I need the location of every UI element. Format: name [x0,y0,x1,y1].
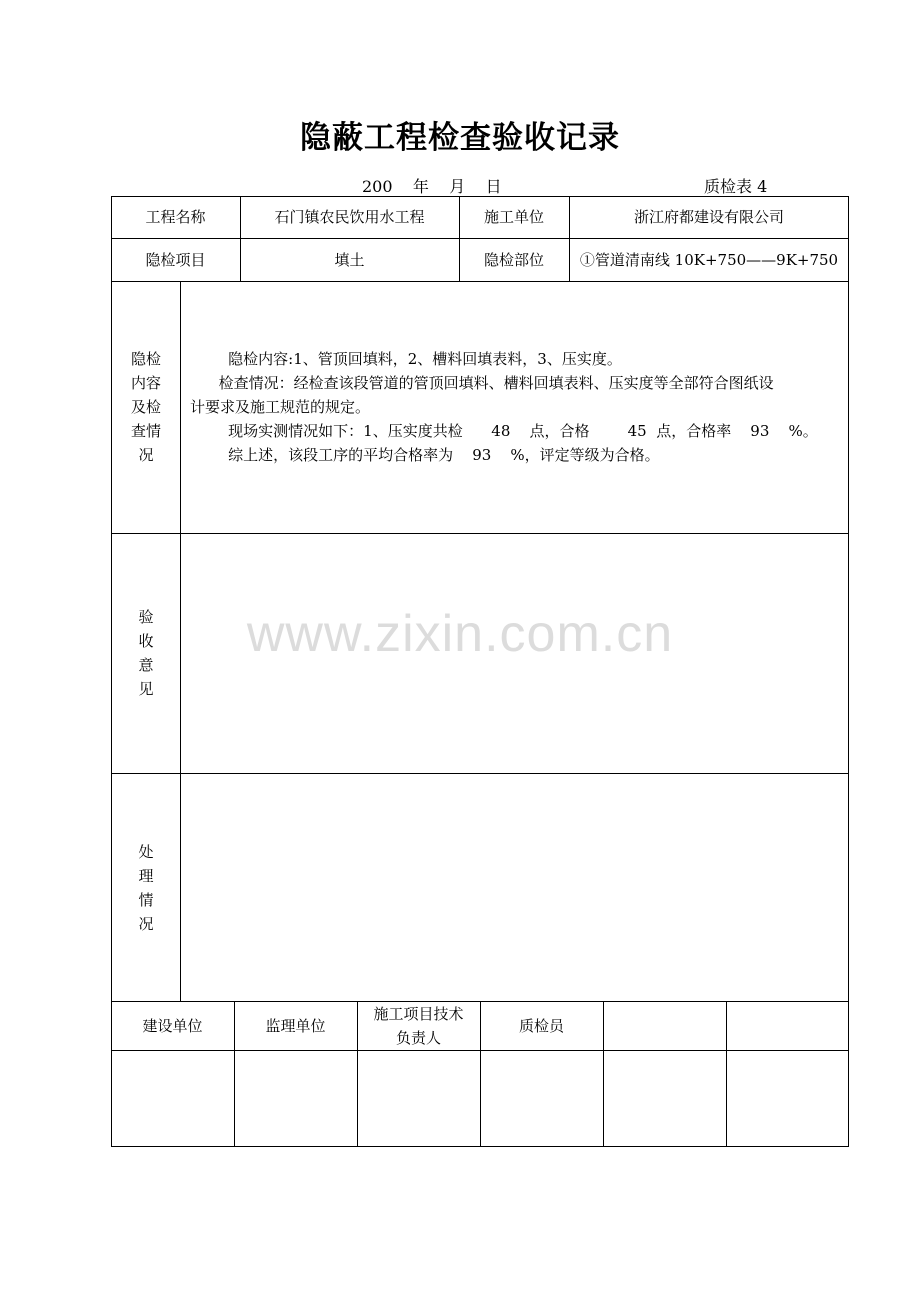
item-label: 隐检项目 [111,238,241,282]
sig-header-supervisor: 监理单位 [234,1001,358,1051]
section-divider [111,533,849,534]
sig-header-inspector: 质检员 [480,1001,604,1051]
date-line [111,174,848,196]
sig-cell-owner [111,1050,235,1147]
sig-cell-inspector [480,1050,604,1147]
inspection-line: 检查情况：经检查该段管道的管顶回填料、槽料回填表料、压实度等全部符合图纸设 [190,374,774,392]
inspection-line: 综上述，该段工序的平均合格率为 93 %，评定等级为合格。 [190,446,660,464]
project-name-label: 工程名称 [111,196,241,239]
sig-cell-supervisor [234,1050,358,1147]
item-value: 填土 [240,238,460,282]
form-number: 质检表 4 [704,177,768,196]
sig-cell-tech-lead [357,1050,481,1147]
location-label: 隐检部位 [459,238,570,282]
acceptance-label: 验 收 意 见 [138,608,154,698]
inspection-line: 现场实测情况如下：1、压实度共检 48 点，合格 45 点，合格率 93 %。 [190,422,818,440]
section-divider [111,773,849,774]
sig-header-blank [603,1001,727,1051]
watermark: www.zixin.com.cn [246,605,674,663]
project-name-value: 石门镇农民饮用水工程 [240,196,460,239]
inspection-label: 隐检 内容 及检 查情 况 [130,350,161,464]
page-title: 隐蔽工程检查验收记录 [300,120,620,156]
sig-header-owner: 建设单位 [111,1001,235,1051]
inspection-line: 隐检内容:1、管顶回填料，2、槽料回填表料，3、压实度。 [190,350,622,368]
contractor-value: 浙江府都建设有限公司 [569,196,849,239]
sig-cell-blank [603,1050,727,1147]
sig-cell-blank [726,1050,849,1147]
sig-header-tech-lead: 施工项目技术 负责人 [357,1001,481,1051]
date-field: 200 年 月 日 [362,177,502,196]
contractor-label: 施工单位 [459,196,570,239]
location-value: ①管道清南线 10K+750——9K+750 [569,238,849,282]
sig-header-blank [726,1001,849,1051]
inspection-line: 计要求及施工规范的规定。 [190,398,371,416]
handling-label: 处 理 情 况 [138,843,154,933]
inspection-content [190,347,845,467]
